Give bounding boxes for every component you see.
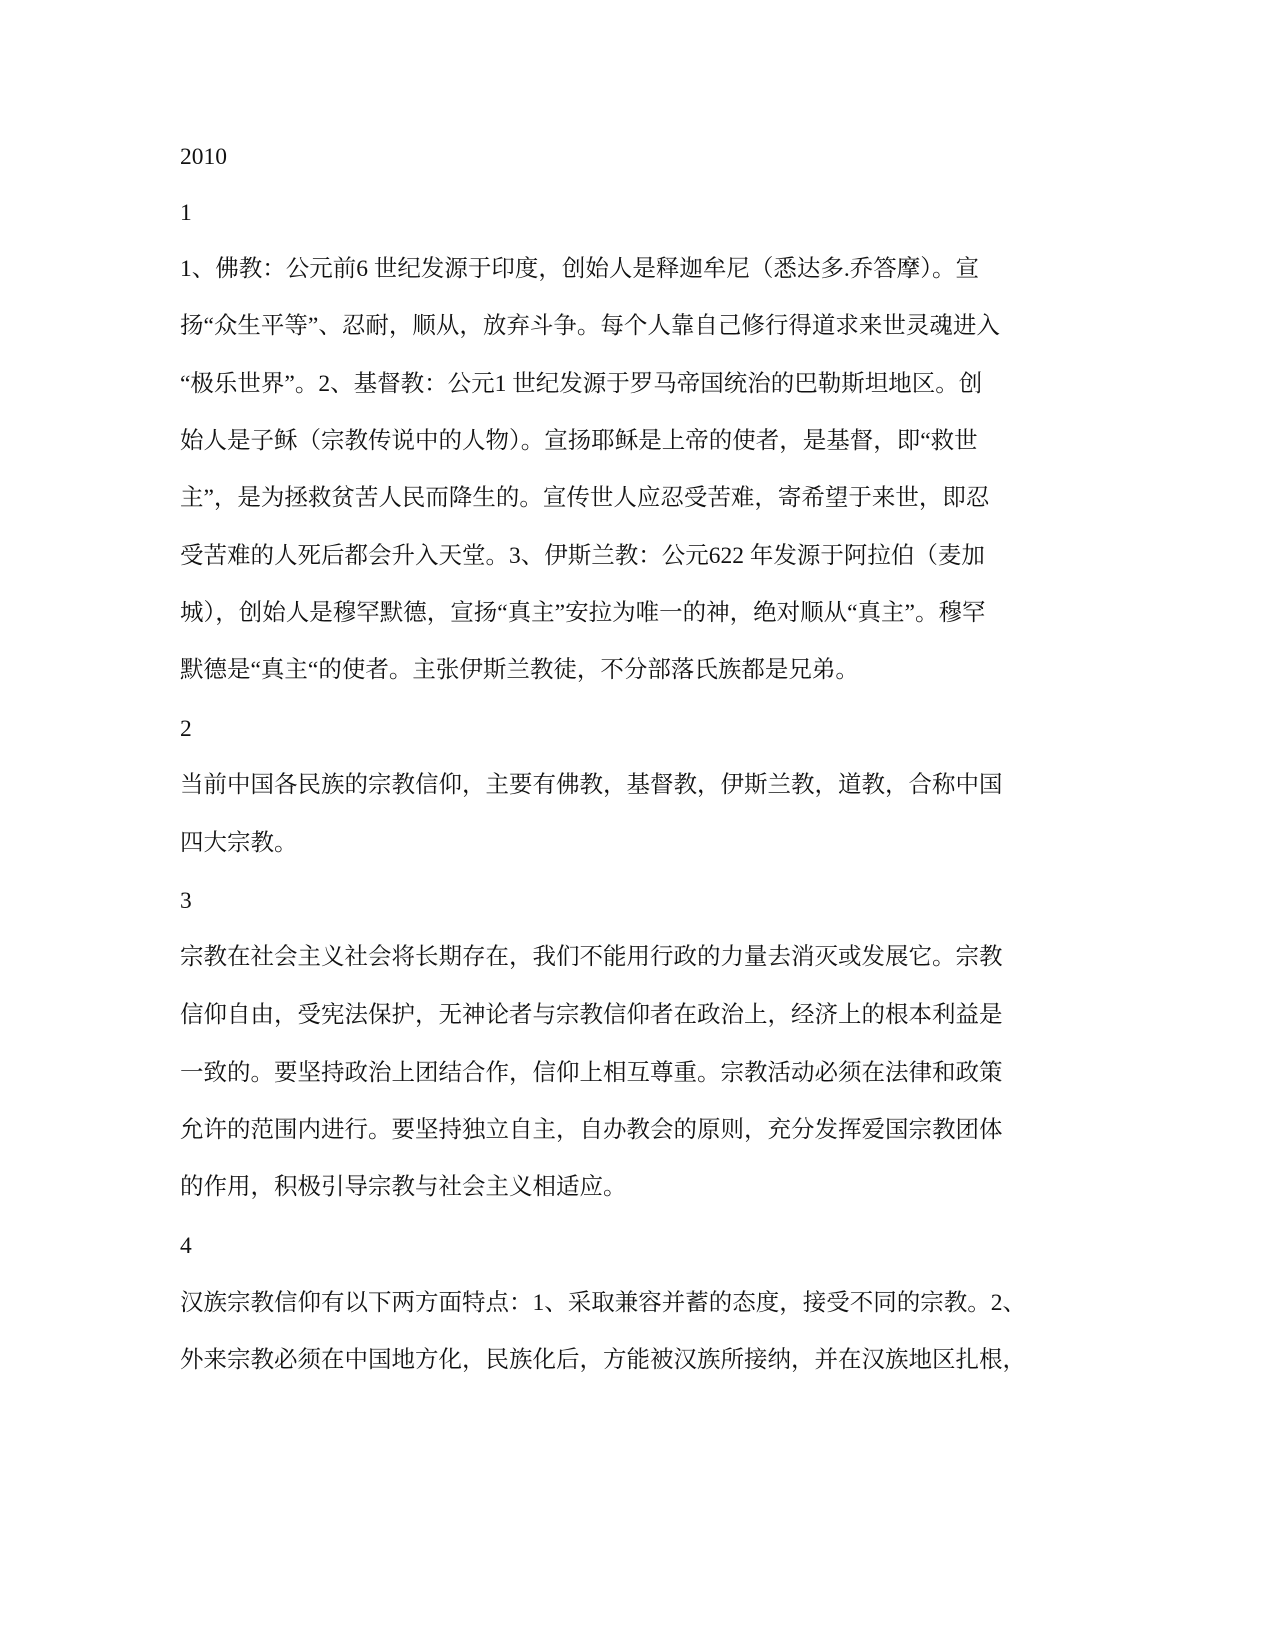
section-1-line-6: 受苦难的人死后都会升入天堂。3、伊斯兰教：公元622 年发源于阿拉伯（麦加	[180, 543, 985, 569]
section-1-line-2: 扬“众生平等”、忍耐，顺从，放弃斗争。每个人靠自己修行得道求来世灵魂进入	[180, 313, 1000, 339]
section-2-line-2: 四大宗教。	[180, 830, 298, 856]
section-1-line-7: 城），创始人是穆罕默德，宣扬“真主”安拉为唯一的神，绝对顺从“真主”。穆罕	[180, 600, 986, 626]
section-1-line-1: 1、佛教：公元前6 世纪发源于印度，创始人是释迦牟尼（悉达多.乔答摩）。宣	[180, 256, 979, 282]
section-4-line-2: 外来宗教必须在中国地方化，民族化后，方能被汉族所接纳，并在汉族地区扎根，	[180, 1347, 1026, 1373]
section-4-number: 4	[180, 1233, 192, 1259]
section-2-number: 2	[180, 716, 192, 742]
section-1-line-4: 始人是子稣（宗教传说中的人物）。宣扬耶稣是上帝的使者，是基督，即“救世	[180, 428, 978, 454]
section-4-line-1: 汉族宗教信仰有以下两方面特点：1、采取兼容并蓄的态度，接受不同的宗教。2、	[180, 1290, 1026, 1316]
section-3-line-2: 信仰自由，受宪法保护，无神论者与宗教信仰者在政治上，经济上的根本利益是	[180, 1002, 1003, 1028]
section-2-line-1: 当前中国各民族的宗教信仰，主要有佛教，基督教，伊斯兰教，道教，合称中国	[180, 772, 1003, 798]
section-1-number: 1	[180, 200, 192, 226]
section-3-line-4: 允许的范围内进行。要坚持独立自主，自办教会的原则，充分发挥爱国宗教团体	[180, 1117, 1003, 1143]
section-1-line-5: 主”，是为拯救贫苦人民而降生的。宣传世人应忍受苦难，寄希望于来世，即忍	[180, 485, 990, 511]
section-3-line-3: 一致的。要坚持政治上团结合作，信仰上相互尊重。宗教活动必须在法律和政策	[180, 1060, 1003, 1086]
section-3-number: 3	[180, 888, 192, 914]
document-year: 2010	[180, 144, 227, 170]
section-1-line-3: “极乐世界”。2、基督教：公元1 世纪发源于罗马帝国统治的巴勒斯坦地区。创	[180, 371, 983, 397]
section-3-line-1: 宗教在社会主义社会将长期存在，我们不能用行政的力量去消灭或发展它。宗教	[180, 944, 1003, 970]
section-3-line-5: 的作用，积极引导宗教与社会主义相适应。	[180, 1174, 627, 1200]
section-1-line-8: 默德是“真主“的使者。主张伊斯兰教徒，不分部落氏族都是兄弟。	[180, 657, 859, 683]
